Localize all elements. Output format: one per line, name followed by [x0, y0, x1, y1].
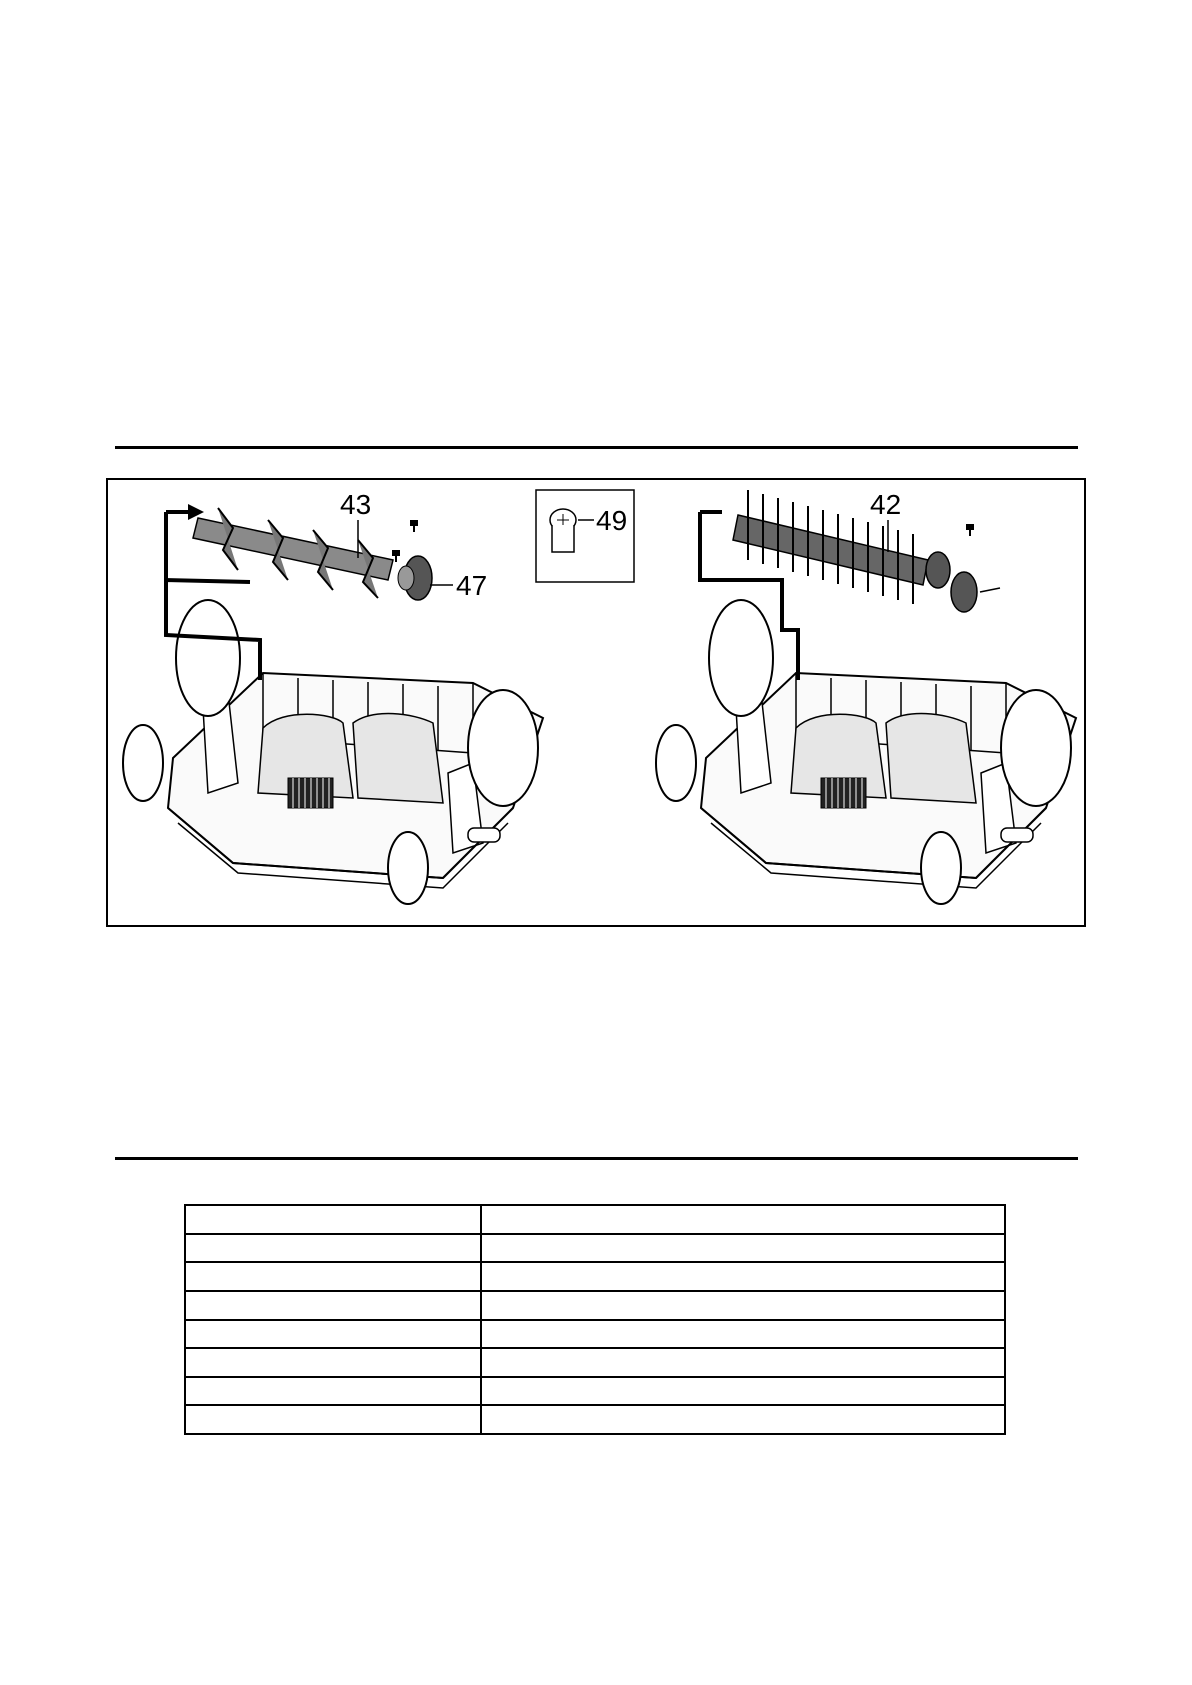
- aerator-roller: [193, 508, 393, 598]
- table-cell: [481, 1320, 1005, 1349]
- section-divider-bottom: [115, 1157, 1078, 1160]
- table-cell: [481, 1377, 1005, 1406]
- callout-43: 43: [340, 489, 372, 520]
- table-row: [185, 1262, 1005, 1291]
- left-assembly: [123, 600, 543, 904]
- callout-42: 42: [870, 489, 902, 520]
- table-cell: [185, 1205, 481, 1234]
- assembly-illustration: [108, 480, 1084, 925]
- table-cell: [185, 1320, 481, 1349]
- table-row: [185, 1377, 1005, 1406]
- table-row: [185, 1205, 1005, 1234]
- screw-inset: [536, 490, 634, 582]
- table-cell: [481, 1234, 1005, 1263]
- table-cell: [481, 1262, 1005, 1291]
- table-cell: [481, 1291, 1005, 1320]
- scarifier-roller: [733, 490, 950, 604]
- right-assembly: [656, 600, 1076, 904]
- table-cell: [481, 1348, 1005, 1377]
- table-row: [185, 1405, 1005, 1434]
- table-cell: [481, 1205, 1005, 1234]
- bearing-part-right: [951, 572, 977, 612]
- table-cell: [185, 1405, 481, 1434]
- table-row: [185, 1348, 1005, 1377]
- callout-49: 49: [596, 505, 628, 536]
- table-cell: [481, 1405, 1005, 1434]
- screw-small: [392, 520, 418, 562]
- table-row: [185, 1234, 1005, 1263]
- table-cell: [185, 1377, 481, 1406]
- table-cell: [185, 1291, 481, 1320]
- specification-table: [184, 1204, 1006, 1435]
- table-cell: [185, 1262, 481, 1291]
- section-divider-top: [115, 446, 1078, 449]
- bearing-part: [398, 556, 432, 600]
- table-row: [185, 1291, 1005, 1320]
- assembly-figure: [106, 478, 1086, 927]
- table-row: [185, 1320, 1005, 1349]
- table-cell: [185, 1234, 481, 1263]
- table-cell: [185, 1348, 481, 1377]
- callout-47: 47: [456, 570, 488, 601]
